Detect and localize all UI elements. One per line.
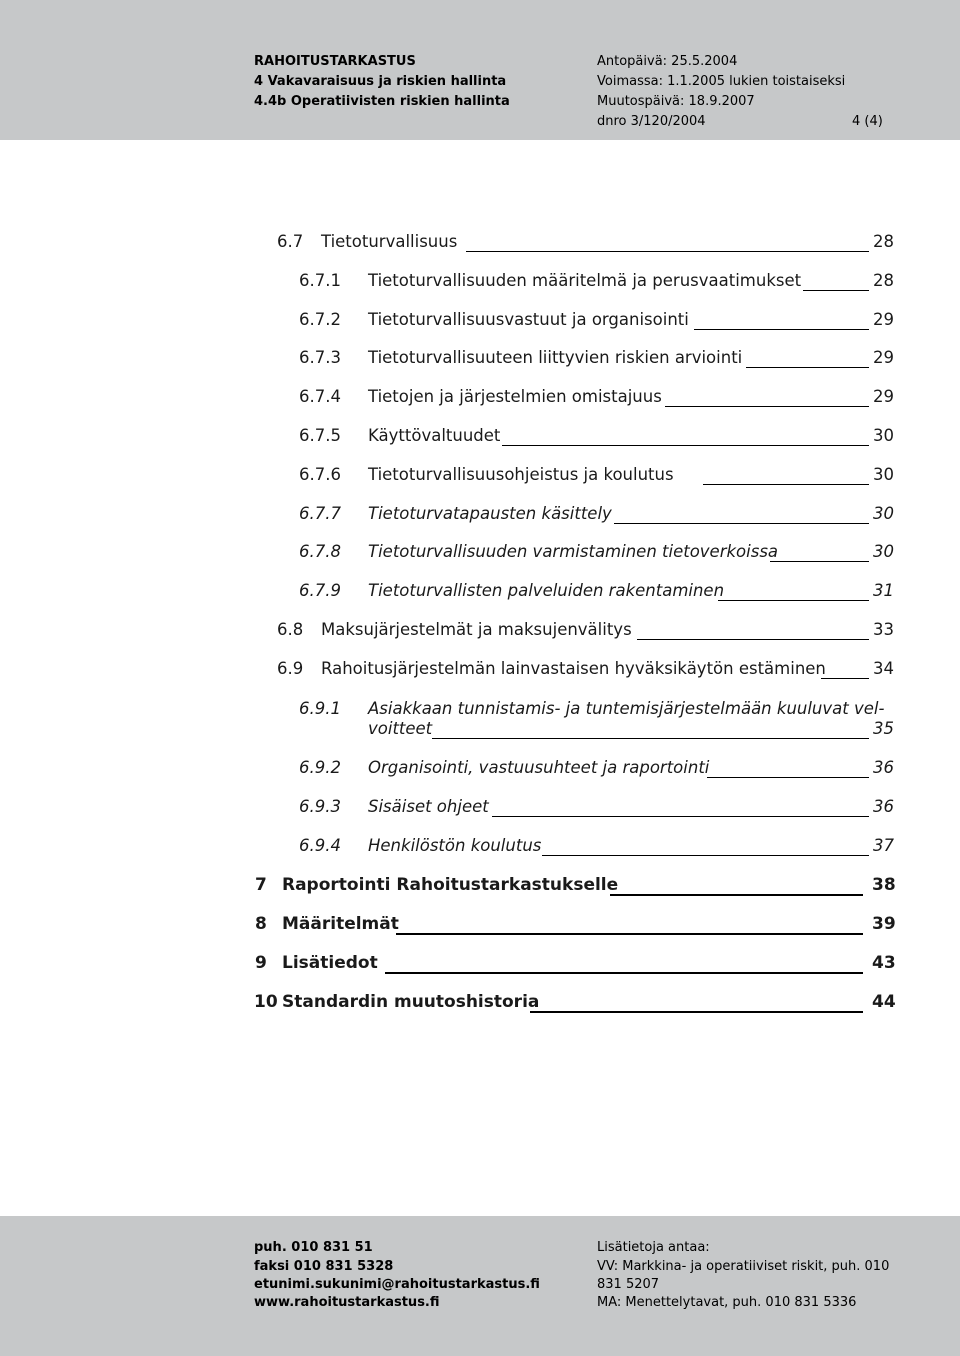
- toc-leader: [492, 816, 869, 817]
- toc-title: Organisointi, vastuusuhteet ja raportointi: [368, 758, 710, 777]
- toc-page: 33: [873, 620, 894, 639]
- toc-leader: [614, 523, 869, 524]
- toc-page: 39: [872, 914, 896, 934]
- toc-page: 36: [873, 758, 894, 777]
- toc-number: 9: [255, 953, 267, 973]
- toc-leader: [542, 855, 869, 856]
- toc-number: 6.7: [277, 232, 304, 251]
- footer-info-label: Lisätietoja antaa:: [597, 1240, 710, 1255]
- footer-info-ma: MA: Menettelytavat, puh. 010 831 5336: [597, 1295, 857, 1310]
- toc-title: Standardin muutoshistoria: [282, 992, 540, 1012]
- modified-date: Muutospäivä: 18.9.2007: [597, 94, 755, 109]
- toc-entry[interactable]: [0, 914, 960, 938]
- toc-title: Tietoturvallisuuden määritelmä ja perusvaatimukset: [368, 271, 802, 290]
- toc-leader: [694, 329, 869, 330]
- toc-title: Henkilöstön koulutus: [368, 836, 542, 855]
- toc-title: Tietoturvatapausten käsittely: [368, 504, 612, 523]
- toc-number: 6.7.6: [299, 465, 341, 484]
- toc-title: Lisätiedot: [282, 953, 378, 973]
- toc-leader: [707, 777, 869, 778]
- toc-title: Tietoturvallisuuden varmistaminen tietoverkoissa: [368, 542, 779, 561]
- toc-entry[interactable]: [0, 659, 960, 683]
- toc-title: Käyttövaltuudet: [368, 426, 501, 445]
- toc-page: 29: [873, 387, 894, 406]
- toc-page: 29: [873, 348, 894, 367]
- toc-number: 8: [255, 914, 267, 934]
- footer-fax: faksi 010 831 5328: [254, 1259, 394, 1274]
- footer-info-vv: VV: Markkina- ja operatiiviset riskit, puh. 010: [597, 1259, 890, 1274]
- footer-website[interactable]: www.rahoitustarkastus.fi: [254, 1295, 440, 1310]
- toc-page: 30: [873, 426, 894, 445]
- toc-page: 30: [873, 504, 894, 523]
- toc-title: Tietoturvallisuus: [321, 232, 458, 251]
- toc-number: 6.7.7: [299, 504, 341, 523]
- toc-number: 6.9: [277, 659, 304, 678]
- toc-entry[interactable]: [0, 992, 960, 1016]
- toc-leader: [718, 600, 869, 601]
- toc-leader: [703, 484, 869, 485]
- toc-number: 6.8: [277, 620, 304, 639]
- toc-page: 35: [873, 719, 894, 738]
- section-title: 4 Vakavaraisuus ja riskien hallinta: [254, 74, 507, 89]
- toc-number: 6.7.2: [299, 310, 341, 329]
- footer-email[interactable]: etunimi.sukunimi@rahoitustarkastus.fi: [254, 1277, 540, 1292]
- toc-leader: [432, 738, 869, 739]
- toc-page: 28: [873, 271, 894, 290]
- toc-leader: [637, 639, 869, 640]
- toc-page: 30: [873, 465, 894, 484]
- toc-leader: [821, 678, 869, 679]
- toc-entry[interactable]: [0, 836, 960, 860]
- toc-title: Määritelmät: [282, 914, 399, 934]
- toc-page: 36: [873, 797, 894, 816]
- toc-number: 6.9.3: [299, 797, 341, 816]
- toc-title: Sisäiset ohjeet: [368, 797, 489, 816]
- toc-entry[interactable]: [0, 271, 960, 295]
- toc-entry[interactable]: [0, 504, 960, 528]
- toc-number: 6.7.3: [299, 348, 341, 367]
- toc-number: 6.7.9: [299, 581, 341, 600]
- toc-page: 37: [873, 836, 894, 855]
- toc-title: Raportointi Rahoitustarkastukselle: [282, 875, 619, 895]
- toc-entry[interactable]: [0, 348, 960, 372]
- toc-page: 43: [872, 953, 896, 973]
- toc-page: 29: [873, 310, 894, 329]
- document-number: dnro 3/120/2004: [597, 114, 706, 129]
- toc-entry[interactable]: [0, 581, 960, 605]
- toc-entry[interactable]: [0, 465, 960, 489]
- toc-leader: [530, 1011, 863, 1013]
- page-header: [0, 0, 960, 140]
- toc-entry[interactable]: [0, 387, 960, 411]
- toc-title: Rahoitusjärjestelmän lainvastaisen hyväksikäytön estäminen: [321, 659, 826, 678]
- toc-number: 6.7.5: [299, 426, 341, 445]
- toc-page: 38: [872, 875, 896, 895]
- toc-leader: [385, 972, 863, 974]
- toc-entry[interactable]: [0, 797, 960, 821]
- toc-number: 7: [255, 875, 267, 895]
- toc-leader: [610, 894, 863, 896]
- toc-entry[interactable]: [0, 620, 960, 644]
- toc-leader: [396, 933, 863, 935]
- toc-title: Tietoturvallisuusvastuut ja organisointi: [368, 310, 689, 329]
- toc-leader: [466, 251, 869, 252]
- toc-entry[interactable]: [0, 542, 960, 566]
- footer-phone: puh. 010 831 51: [254, 1240, 373, 1255]
- toc-page: 31: [873, 581, 894, 600]
- subsection-title: 4.4b Operatiivisten riskien hallinta: [254, 94, 510, 109]
- toc-leader: [803, 290, 869, 291]
- toc-title-continued: voitteet: [368, 719, 433, 738]
- toc-number: 6.9.2: [299, 758, 341, 777]
- toc-leader: [665, 406, 869, 407]
- toc-entry[interactable]: [0, 875, 960, 899]
- toc-leader: [746, 367, 869, 368]
- toc-page: 30: [873, 542, 894, 561]
- toc-page: 44: [872, 992, 896, 1012]
- toc-entry[interactable]: [0, 310, 960, 334]
- toc-page: 34: [873, 659, 894, 678]
- toc-number: 10: [254, 992, 278, 1012]
- toc-entry[interactable]: [0, 699, 960, 743]
- toc-entry[interactable]: [0, 953, 960, 977]
- toc-entry[interactable]: [0, 758, 960, 782]
- footer-info-vv-cont: 831 5207: [597, 1277, 660, 1292]
- org-name: RAHOITUSTARKASTUS: [254, 54, 416, 69]
- toc-number: 6.9.4: [299, 836, 341, 855]
- toc-page: 28: [873, 232, 894, 251]
- toc-number: 6.7.1: [299, 271, 341, 290]
- toc-number: 6.7.4: [299, 387, 341, 406]
- page-number: 4 (4): [852, 114, 883, 129]
- approved-date: Antopäivä: 25.5.2004: [597, 54, 738, 69]
- toc-entry[interactable]: [0, 426, 960, 450]
- toc-number: 6.7.8: [299, 542, 341, 561]
- toc-leader: [502, 445, 869, 446]
- toc-title: Asiakkaan tunnistamis- ja tuntemisjärjestelmään kuuluvat vel-: [368, 699, 885, 718]
- toc-number: 6.9.1: [299, 699, 341, 718]
- toc-title: Tietoturvallisuusohjeistus ja koulutus: [368, 465, 674, 484]
- toc-title: Tietojen ja järjestelmien omistajuus: [368, 387, 662, 406]
- toc-leader: [770, 561, 869, 562]
- toc-title: Tietoturvallisuuteen liittyvien riskien arviointi: [368, 348, 743, 367]
- toc-entry[interactable]: [0, 232, 960, 256]
- valid-from: Voimassa: 1.1.2005 lukien toistaiseksi: [597, 74, 846, 89]
- toc-title: Tietoturvallisten palveluiden rakentaminen: [368, 581, 725, 600]
- page-footer: [0, 1216, 960, 1356]
- toc-title: Maksujärjestelmät ja maksujenvälitys: [321, 620, 632, 639]
